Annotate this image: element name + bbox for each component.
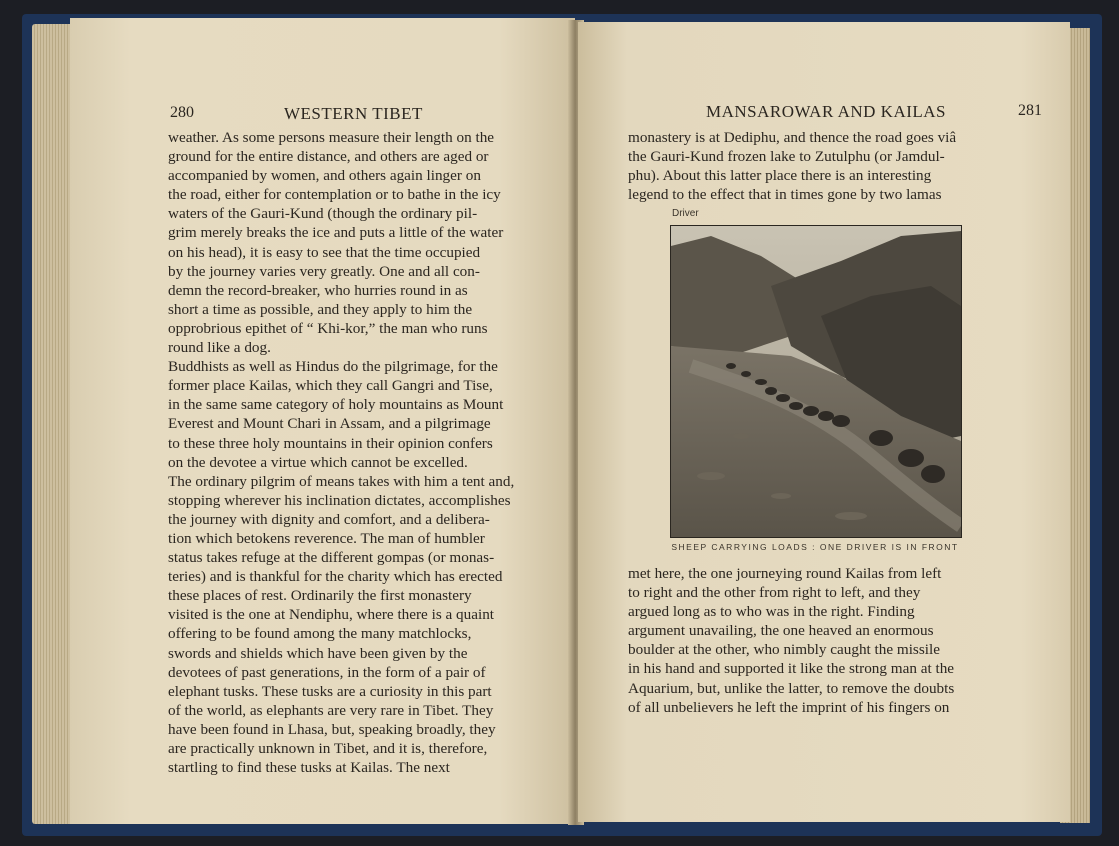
- text-line: visited is the one at Nendiphu, where there is a quaint: [168, 606, 495, 624]
- mountain-landscape-image: [671, 226, 961, 537]
- text-line: of the world, as elephants are very rare in Tibet. They: [168, 701, 494, 719]
- text-line: are practically unknown in Tibet, and it is, therefore,: [168, 740, 488, 757]
- left-page-number: 280: [170, 104, 194, 121]
- text-line: the road, either for contemplation or to bathe in the icy: [168, 186, 501, 204]
- text-line: tion which betokens reverence. The man of humbler: [168, 529, 485, 547]
- text-line: argued long as to who was in the right. Finding: [628, 603, 915, 621]
- text-line: boulder at the other, who nimbly caught the missile: [628, 641, 940, 659]
- left-running-head: WESTERN TIBET: [284, 104, 423, 123]
- text-line: short a time as possible, and they apply to him the: [168, 300, 473, 318]
- text-line: weather. As some persons measure their length on the: [168, 129, 495, 146]
- text-line: monastery is at Dediphu, and thence the road goes viâ: [628, 129, 957, 146]
- text-line: phu). About this latter place there is an interesting: [628, 167, 932, 185]
- right-body-text-top: [628, 128, 1028, 204]
- text-line: ground for the entire distance, and others are aged or: [168, 148, 489, 166]
- text-line: on his head), it is easy to see that the time occupied: [168, 243, 481, 261]
- text-line: the journey with dignity and comfort, and a delibera-: [168, 510, 490, 528]
- photo-caption: SHEEP CARRYING LOADS : ONE DRIVER IS IN FRONT: [671, 542, 959, 552]
- text-line: Everest and Mount Chari in Assam, and a pilgrimage: [168, 415, 491, 433]
- text-line: waters of the Gauri-Kund (though the ordinary pil-: [168, 205, 478, 223]
- text-line: to right and the other from right to left, and they: [628, 584, 921, 602]
- text-line: status takes refuge at the different gompas (or monas-: [168, 549, 495, 567]
- text-line: in the same same category of holy mountains as Mount: [168, 396, 504, 414]
- left-body-text: [168, 128, 556, 777]
- text-line: demn the record-breaker, who hurries round in as: [168, 281, 468, 299]
- text-line: stopping wherever his inclination dictates, accomplishes: [168, 491, 511, 509]
- text-line: the Gauri-Kund frozen lake to Zutulphu (or Jamdul-: [628, 148, 945, 166]
- text-line: in his hand and supported it like the strong man at the: [628, 660, 955, 678]
- text-line: Buddhists as well as Hindus do the pilgrimage, for the: [168, 358, 498, 376]
- text-line: startling to find these tusks at Kailas. The next: [168, 759, 450, 777]
- text-line: to these three holy mountains in their opinion confers: [168, 434, 493, 452]
- text-line: elephant tusks. These tusks are a curiosity in this part: [168, 682, 492, 700]
- right-body-text-bottom: [628, 564, 1028, 717]
- right-running-head: MANSAROWAR AND KAILAS: [706, 102, 947, 121]
- text-line: The ordinary pilgrim of means takes with him a tent and,: [168, 472, 515, 490]
- text-line: opprobrious epithet of “ Khi-kor,” the man who runs: [168, 319, 488, 337]
- text-line: Aquarium, but, unlike the latter, to remove the doubts: [628, 679, 955, 697]
- right-page-number: 281: [1018, 102, 1042, 119]
- text-line: round like a dog.: [168, 339, 271, 357]
- text-line: devotees of past generations, in the form of a pair of: [168, 663, 486, 681]
- text-line: legend to the effect that in times gone by two lamas: [628, 186, 942, 204]
- text-line: of all unbelievers he left the imprint of his fingers on: [628, 698, 950, 716]
- left-page: [70, 18, 575, 824]
- text-line: met here, the one journeying round Kailas from left: [628, 565, 942, 582]
- sheep-caravan-photo: [670, 225, 962, 538]
- text-line: argument unavailing, the one heaved an enormous: [628, 622, 934, 640]
- photo-label-driver: Driver: [672, 208, 699, 219]
- text-line: grim merely breaks the ice and puts a little of the water: [168, 224, 504, 242]
- text-line: former place Kailas, which they call Gangri and Tise,: [168, 377, 493, 395]
- text-line: by the journey varies very greatly. One and all con-: [168, 262, 480, 280]
- text-line: swords and shields which have been given by the: [168, 644, 468, 662]
- text-line: offering to be found among the many matchlocks,: [168, 625, 472, 643]
- text-line: have been found in Lhasa, but, speaking broadly, they: [168, 720, 496, 738]
- text-line: accompanied by women, and others again linger on: [168, 167, 481, 185]
- text-line: these places of rest. Ordinarily the first monastery: [168, 587, 472, 605]
- text-line: teries) and is thankful for the charity which has erected: [168, 568, 503, 586]
- text-line: on the devotee a virtue which cannot be excelled.: [168, 453, 468, 471]
- right-page: [578, 22, 1070, 822]
